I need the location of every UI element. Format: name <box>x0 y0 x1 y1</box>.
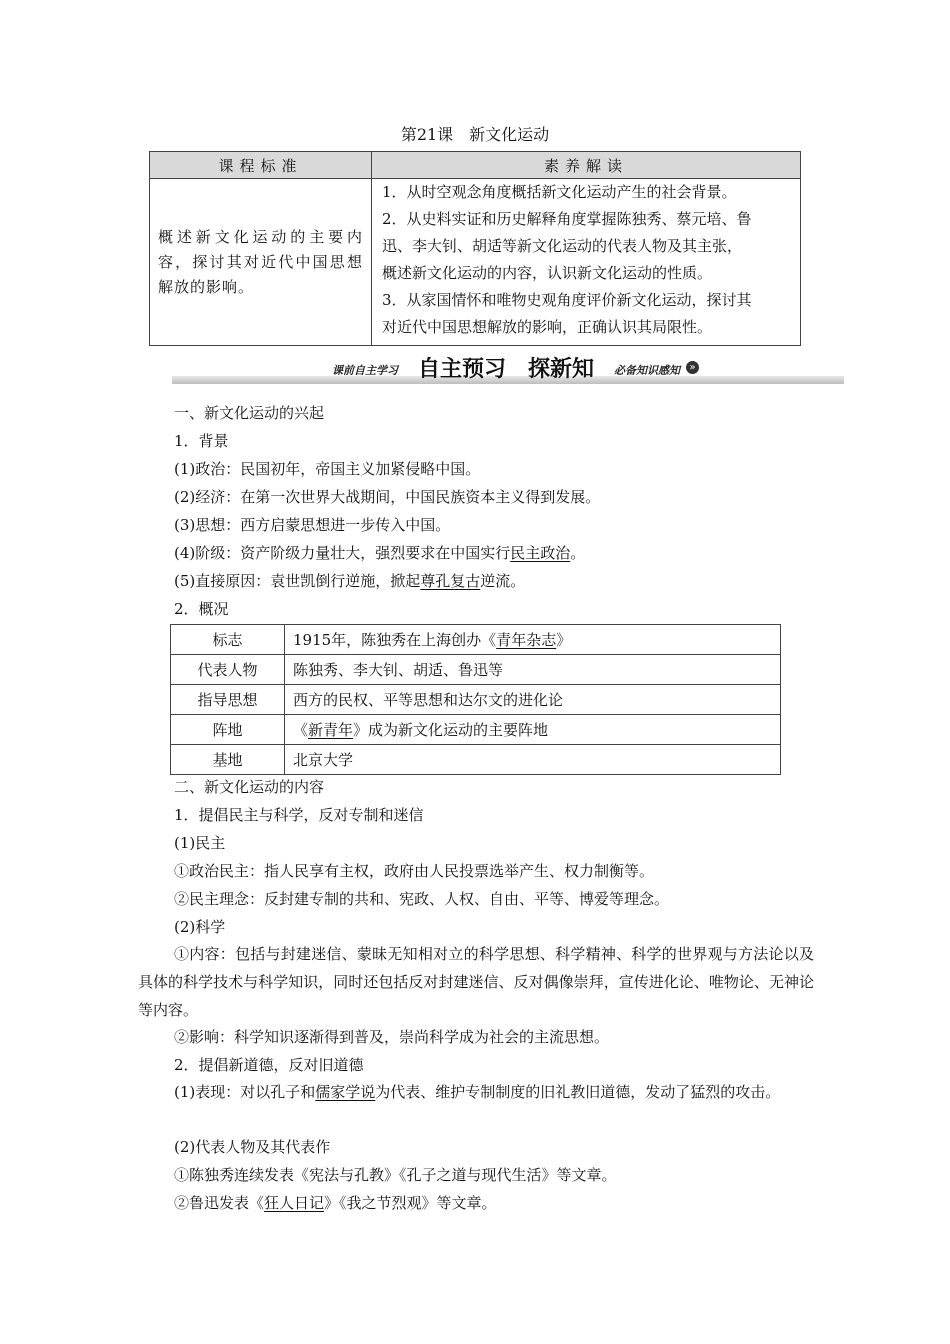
row-value: 1915年，陈独秀在上海创办《青年杂志》 <box>285 625 781 655</box>
banner-right-caption: 必备知识感知 <box>614 364 680 377</box>
standard-text: 概述新文化运动的主要内容，探讨其对近代中国思想解放的影响。 <box>150 179 372 346</box>
table-row <box>171 655 781 685</box>
bullet-line: ②鲁迅发表《狂人日记》《我之节烈观》等文章。 <box>174 1194 497 1212</box>
subheading: (2)科学 <box>174 918 226 936</box>
banner-title-left: 自主预习 <box>418 357 507 382</box>
paragraph: (1)表现：对以孔子和儒家学说为代表、维护专制制度的旧礼教旧道德，发动了猛烈的攻击。 <box>174 1083 781 1101</box>
bullet-line: (5)直接原因：袁世凯倒行逆施，掀起尊孔复古逆流。 <box>174 572 526 590</box>
row-key: 代表人物 <box>171 655 285 685</box>
interpretation-line: 1．从时空观念角度概括新文化运动产生的社会背景。 <box>382 183 737 201</box>
row-value: 陈独秀、李大钊、胡适、鲁迅等 <box>285 655 781 685</box>
subheading: (1)民主 <box>174 834 226 852</box>
interpretation-cell <box>372 179 801 346</box>
interpretation-line: 迅、李大钊、胡适等新文化运动的代表人物及其主张， <box>382 237 743 255</box>
row-value: 西方的民权、平等思想和达尔文的进化论 <box>285 685 781 715</box>
key-term: 民主政治 <box>510 544 571 562</box>
page-title: 第21课 新文化运动 <box>400 125 550 144</box>
row-key: 指导思想 <box>171 685 285 715</box>
bullet-line: (3)思想：西方启蒙思想进一步传入中国。 <box>174 516 451 534</box>
key-term: 青年杂志 <box>496 631 557 649</box>
subheading: 1．背景 <box>174 432 229 450</box>
subheading: 1．提倡民主与科学，反对专制和迷信 <box>174 806 424 824</box>
interpretation-line: 对近代中国思想解放的影响，正确认识其局限性。 <box>382 318 713 336</box>
header-literacy-interpretation: 素养解读 <box>372 152 801 179</box>
table-row <box>171 625 781 655</box>
row-value: 《新青年》成为新文化运动的主要阵地 <box>285 715 781 745</box>
key-term: 狂人日记 <box>264 1194 325 1212</box>
key-term: 儒家学说 <box>315 1083 376 1101</box>
bullet-line: (2)经济：在第一次世界大战期间，中国民族资本主义得到发展。 <box>174 488 601 506</box>
key-term: 尊孔复古 <box>420 572 481 590</box>
bullet-line: ②民主理念：反封建专制的共和、宪政、人权、自由、平等、博爱等理念。 <box>174 890 670 908</box>
curriculum-standards-table <box>149 151 801 346</box>
subheading: 2．概况 <box>174 600 229 618</box>
bullet-line: ①陈独秀连续发表《宪法与孔教》《孔子之道与现代生活》等文章。 <box>174 1166 617 1184</box>
banner-left-caption: 课前自主学习 <box>332 364 398 377</box>
row-key: 标志 <box>171 625 285 655</box>
bullet-line: ②影响：科学知识逐渐得到普及，崇尚科学成为社会的主流思想。 <box>174 1028 610 1046</box>
table-row <box>171 685 781 715</box>
section-banner <box>172 352 844 388</box>
interpretation-line: 概述新文化运动的内容，认识新文化运动的性质。 <box>382 264 713 282</box>
row-key: 基地 <box>171 745 285 775</box>
header-curriculum-standard: 课程标准 <box>150 152 372 179</box>
interpretation-line: 2．从史料实证和历史解释角度掌握陈独秀、蔡元培、鲁 <box>382 210 752 228</box>
row-key: 阵地 <box>171 715 285 745</box>
table-row <box>171 715 781 745</box>
banner-title-right: 探新知 <box>528 357 595 382</box>
banner-strip <box>172 376 844 384</box>
key-term: 新青年 <box>308 721 354 739</box>
row-value: 北京大学 <box>285 745 781 775</box>
section-heading: 二、新文化运动的内容 <box>174 778 325 796</box>
interpretation-line: 3．从家国情怀和唯物史观角度评价新文化运动，探讨其 <box>382 291 752 309</box>
subheading: (2)代表人物及其代表作 <box>174 1138 331 1156</box>
section-heading: 一、新文化运动的兴起 <box>174 404 325 422</box>
table-row <box>171 745 781 775</box>
arrow-icon: » <box>686 361 699 374</box>
bullet-line: (4)阶级：资产阶级力量壮大，强烈要求在中国实行民主政治。 <box>174 544 586 562</box>
subheading: 2．提倡新道德，反对旧道德 <box>174 1056 364 1074</box>
bullet-line: (1)政治：民国初年，帝国主义加紧侵略中国。 <box>174 460 481 478</box>
overview-table <box>170 624 781 775</box>
paragraph: ①内容：包括与封建迷信、蒙昧无知相对立的科学思想、科学精神、科学的世界观与方法论以及具体的科学技术与科学知识，同时还包括反对封建迷信、反对偶像崇拜，宣传进化论、唯物论、无神论等内容。 <box>138 945 814 1019</box>
bullet-line: ①政治民主：指人民享有主权，政府由人民投票选举产生、权力制衡等。 <box>174 862 655 880</box>
